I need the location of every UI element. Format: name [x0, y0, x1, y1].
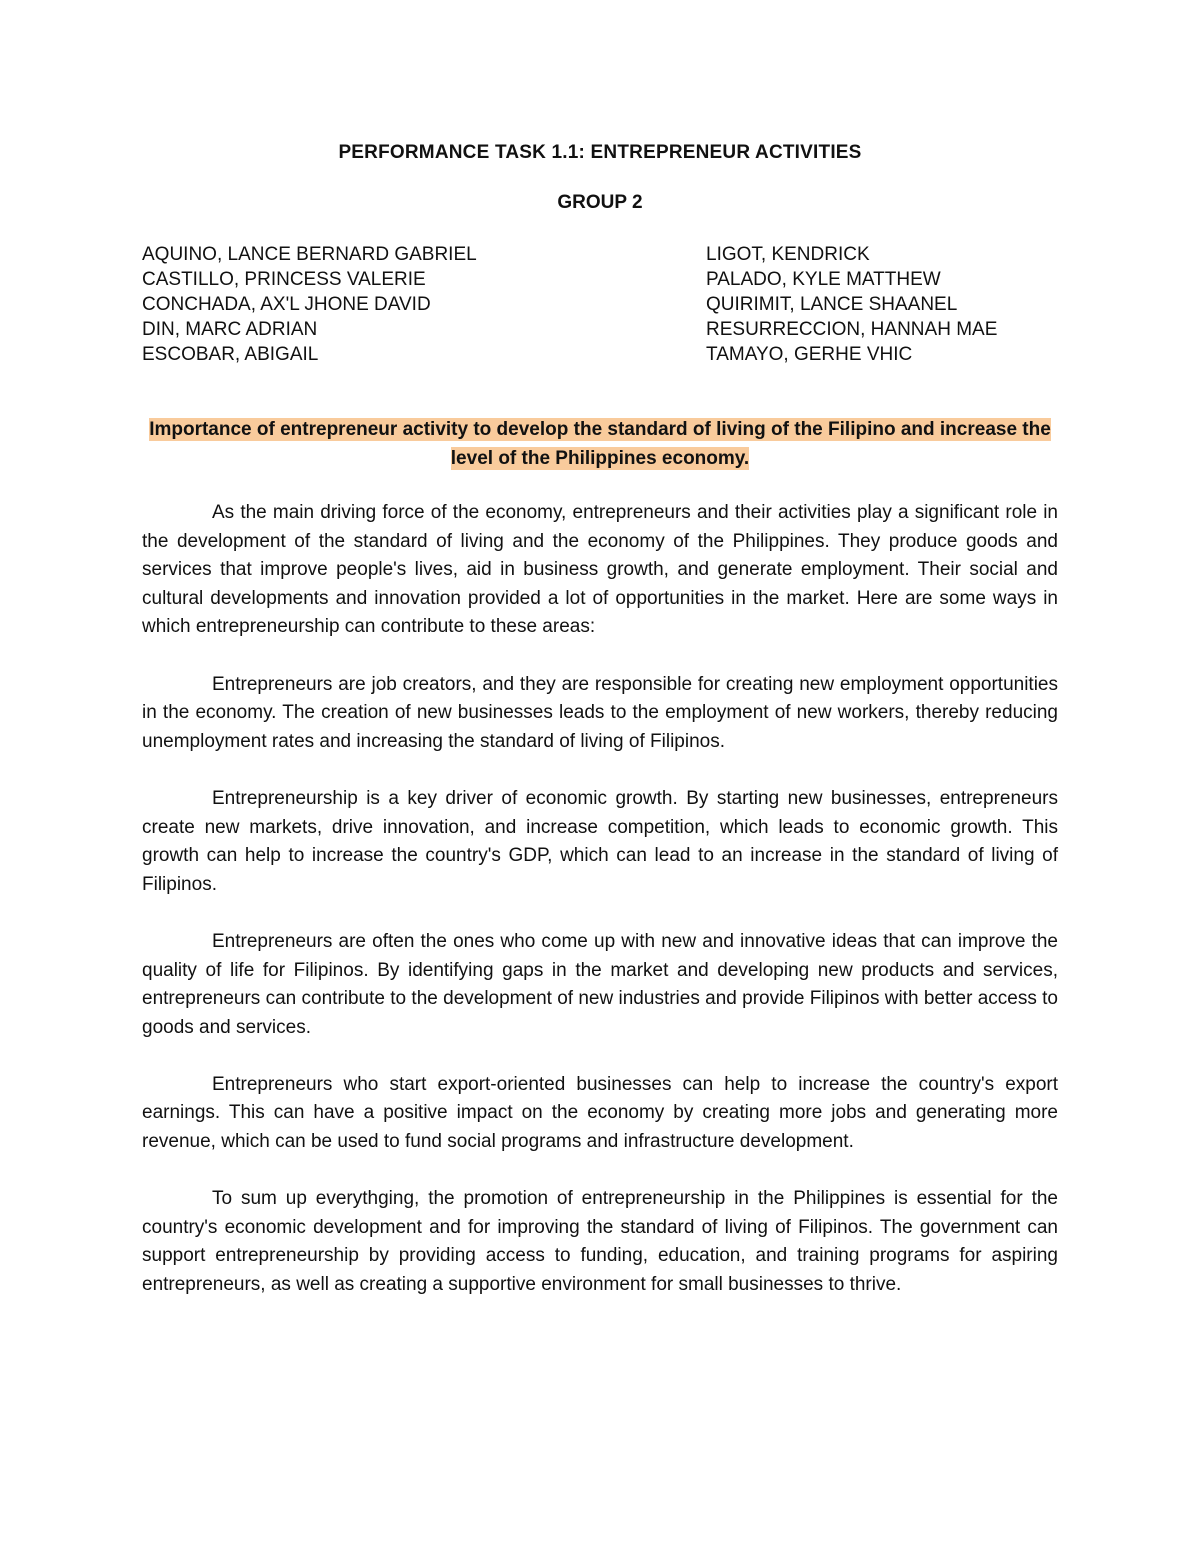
paragraph: Entrepreneurs are job creators, and they are responsible for creating new employment opportunities in the economy. The creation of new businesses leads to the employment of new workers, thereby reducing unemployment rates and increasing the standard of living of Filipinos. [142, 673, 1058, 752]
group-label: GROUP 2 [557, 192, 643, 213]
document-title: PERFORMANCE TASK 1.1: ENTREPRENEUR ACTIVITIES [338, 142, 862, 163]
member-name: ESCOBAR, ABIGAIL [142, 344, 319, 365]
highlighted-heading-text: Importance of entrepreneur activity to develop the standard of living of the Filipino and increase the level of the Philippines economy. [149, 419, 1051, 469]
member-name: QUIRIMIT, LANCE SHAANEL [706, 294, 958, 315]
paragraph: To sum up everythging, the promotion of entrepreneurship in the Philippines is essential for the country's economic development and for improving the standard of living of Filipinos. The government can support entrepreneurship by providing access to funding, education, and training programs for aspiring entrepreneurs, as well as creating a supportive environment for small businesses to thrive. [142, 1188, 1058, 1296]
paragraph: Entrepreneurs who start export-oriented businesses can help to increase the country's export earnings. This can have a positive impact on the economy by creating more jobs and generating more revenue, which can be used to fund social programs and infrastructure development. [142, 1073, 1058, 1153]
essay-body [142, 499, 1058, 1328]
member-name: AQUINO, LANCE BERNARD GABRIEL [142, 244, 477, 265]
members-left-column [142, 242, 662, 367]
member-name: CONCHADA, AX'L JHONE DAVID [142, 294, 431, 315]
member-name: RESURRECCION, HANNAH MAE [706, 319, 998, 340]
member-name: TAMAYO, GERHE VHIC [706, 344, 913, 365]
member-name: PALADO, KYLE MATTHEW [706, 269, 941, 290]
paragraph: As the main driving force of the economy, entrepreneurs and their activities play a significant role in the development of the standard of living and the economy of the Philippines. They produce goods and services that improve people's lives, aid in business growth, and generate employment. Their social and cultural developments and innovation provided a lot of opportunities in the market. Here are some ways in which entrepreneurship can contribute to these areas: [142, 502, 1058, 638]
member-name: DIN, MARC ADRIAN [142, 319, 318, 340]
section-heading [142, 415, 1058, 473]
member-name: LIGOT, KENDRICK [706, 244, 870, 265]
paragraph: Entrepreneurs are often the ones who come up with new and innovative ideas that can improve the quality of life for Filipinos. By identifying gaps in the market and developing new products and services, entrepreneurs can contribute to the development of new industries and provide Filipinos with better access to goods and services. [142, 930, 1058, 1038]
member-name: CASTILLO, PRINCESS VALERIE [142, 269, 426, 290]
paragraph: Entrepreneurship is a key driver of economic growth. By starting new businesses, entrepreneurs create new markets, drive innovation, and increase competition, which leads to economic growth. This growth can help to increase the country's GDP, which can lead to an increase in the standard of living of Filipinos. [142, 787, 1058, 895]
members-right-column [706, 242, 1066, 367]
